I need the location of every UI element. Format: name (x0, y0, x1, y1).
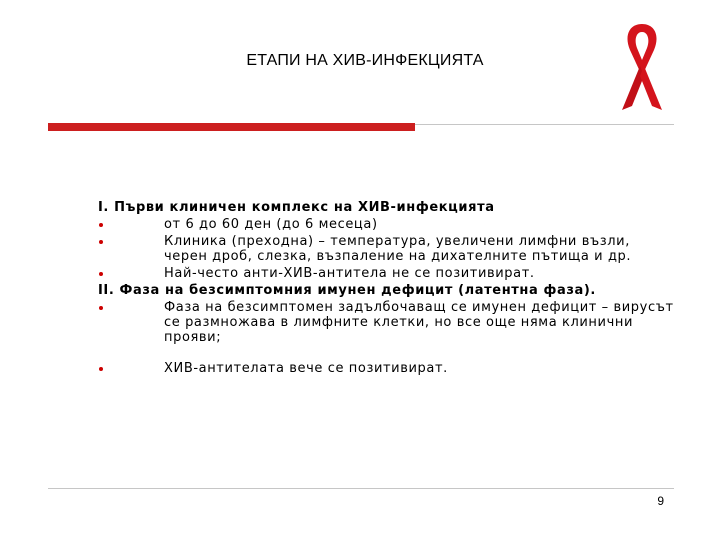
title-accent-bar (48, 123, 415, 131)
list-item (98, 300, 678, 345)
list-item (98, 361, 678, 376)
list-item (98, 234, 678, 264)
page-number: 9 (657, 494, 664, 508)
bullet-icon (99, 272, 103, 276)
list-item-text: от 6 до 60 ден (до 6 месеца) (164, 217, 378, 232)
section-2-heading: II. Фаза на безсимптомния имунен дефицит (латентна фаза). (98, 283, 596, 298)
list-item (98, 266, 678, 281)
slide-content (98, 200, 678, 378)
list-item (98, 217, 678, 232)
list-item-text: Клиника (преходна) – температура, увеличени лимфни възли, черен дроб, слезка, възпаление на дихателните пътища и др. (164, 234, 632, 264)
slide-title: ЕТАПИ НА ХИВ-ИНФЕКЦИЯТА (246, 52, 484, 69)
bullet-icon (99, 367, 103, 371)
list-item-text: Фаза на безсимптомен задълбочаващ се имунен дефицит – вирусът се размножава в лимфните клетки, но все още няма клинични прояви; (164, 300, 674, 345)
section-1-heading: I. Първи клиничен комплекс на ХИВ-инфекцията (98, 200, 495, 215)
bullet-icon (99, 240, 103, 244)
list-item-text: Най-често анти-ХИВ-антитела не се позитивират. (164, 266, 535, 281)
red-ribbon-icon (614, 20, 670, 114)
bullet-icon (99, 223, 103, 227)
footer-divider (48, 488, 674, 489)
bullet-icon (99, 306, 103, 310)
list-item-text: ХИВ-антителата вече се позитивират. (164, 361, 448, 376)
